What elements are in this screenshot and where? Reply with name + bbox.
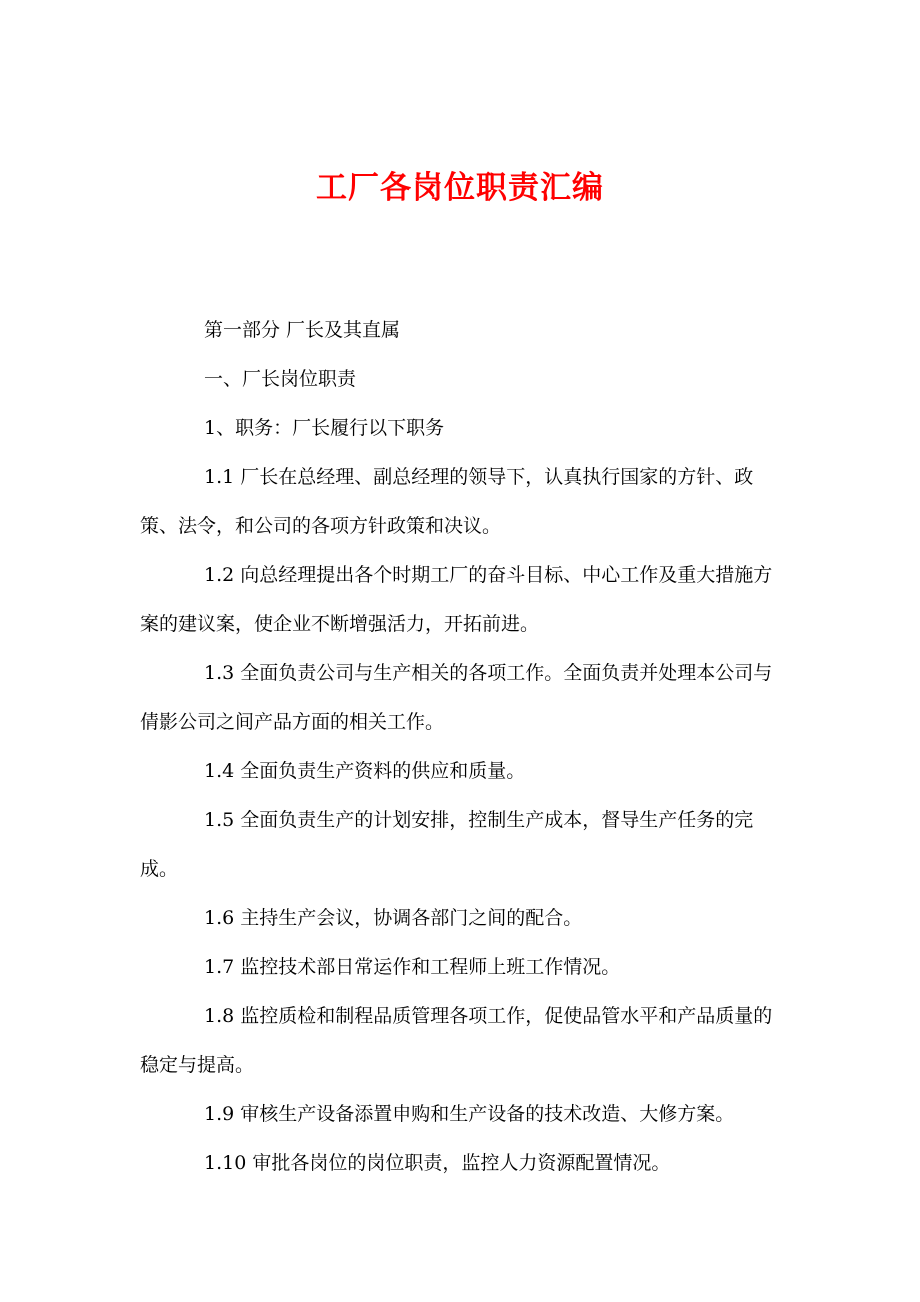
duty-item: 1.2 向总经理提出各个时期工厂的奋斗目标、中心工作及重大措施方案的建议案，使企业不断增强活力，开拓前进。	[140, 564, 773, 635]
duty-item: 1.9 审核生产设备添置申购和生产设备的技术改造、大修方案。	[204, 1103, 735, 1125]
duty-item: 1.7 监控技术部日常运作和工程师上班工作情况。	[204, 956, 621, 978]
document-body	[140, 306, 790, 1188]
duty-item: 1.4 全面负责生产资料的供应和质量。	[204, 760, 526, 782]
duty-item: 1.3 全面负责公司与生产相关的各项工作。全面负责并处理本公司与倩影公司之间产品方面的相关工作。	[140, 662, 773, 733]
duty-item: 1.8 监控质检和制程品质管理各项工作，促使品管水平和产品质量的稳定与提高。	[140, 1005, 773, 1076]
duty-item: 1.6 主持生产会议，协调各部门之间的配合。	[204, 907, 583, 929]
section-heading: 第一部分 厂长及其直属	[204, 319, 401, 341]
document-title: 工厂各岗位职责汇编	[316, 170, 604, 206]
duty-intro: 1、职务：厂长履行以下职务	[204, 417, 445, 439]
duty-item: 1.1 厂长在总经理、副总经理的领导下，认真执行国家的方针、政策、法令，和公司的各项方针政策和决议。	[140, 466, 754, 537]
subsection-heading: 一、厂长岗位职责	[204, 368, 357, 390]
duty-item: 1.5 全面负责生产的计划安排，控制生产成本，督导生产任务的完成。	[140, 809, 754, 880]
duty-item: 1.10 审批各岗位的岗位职责，监控人力资源配置情况。	[204, 1152, 671, 1174]
